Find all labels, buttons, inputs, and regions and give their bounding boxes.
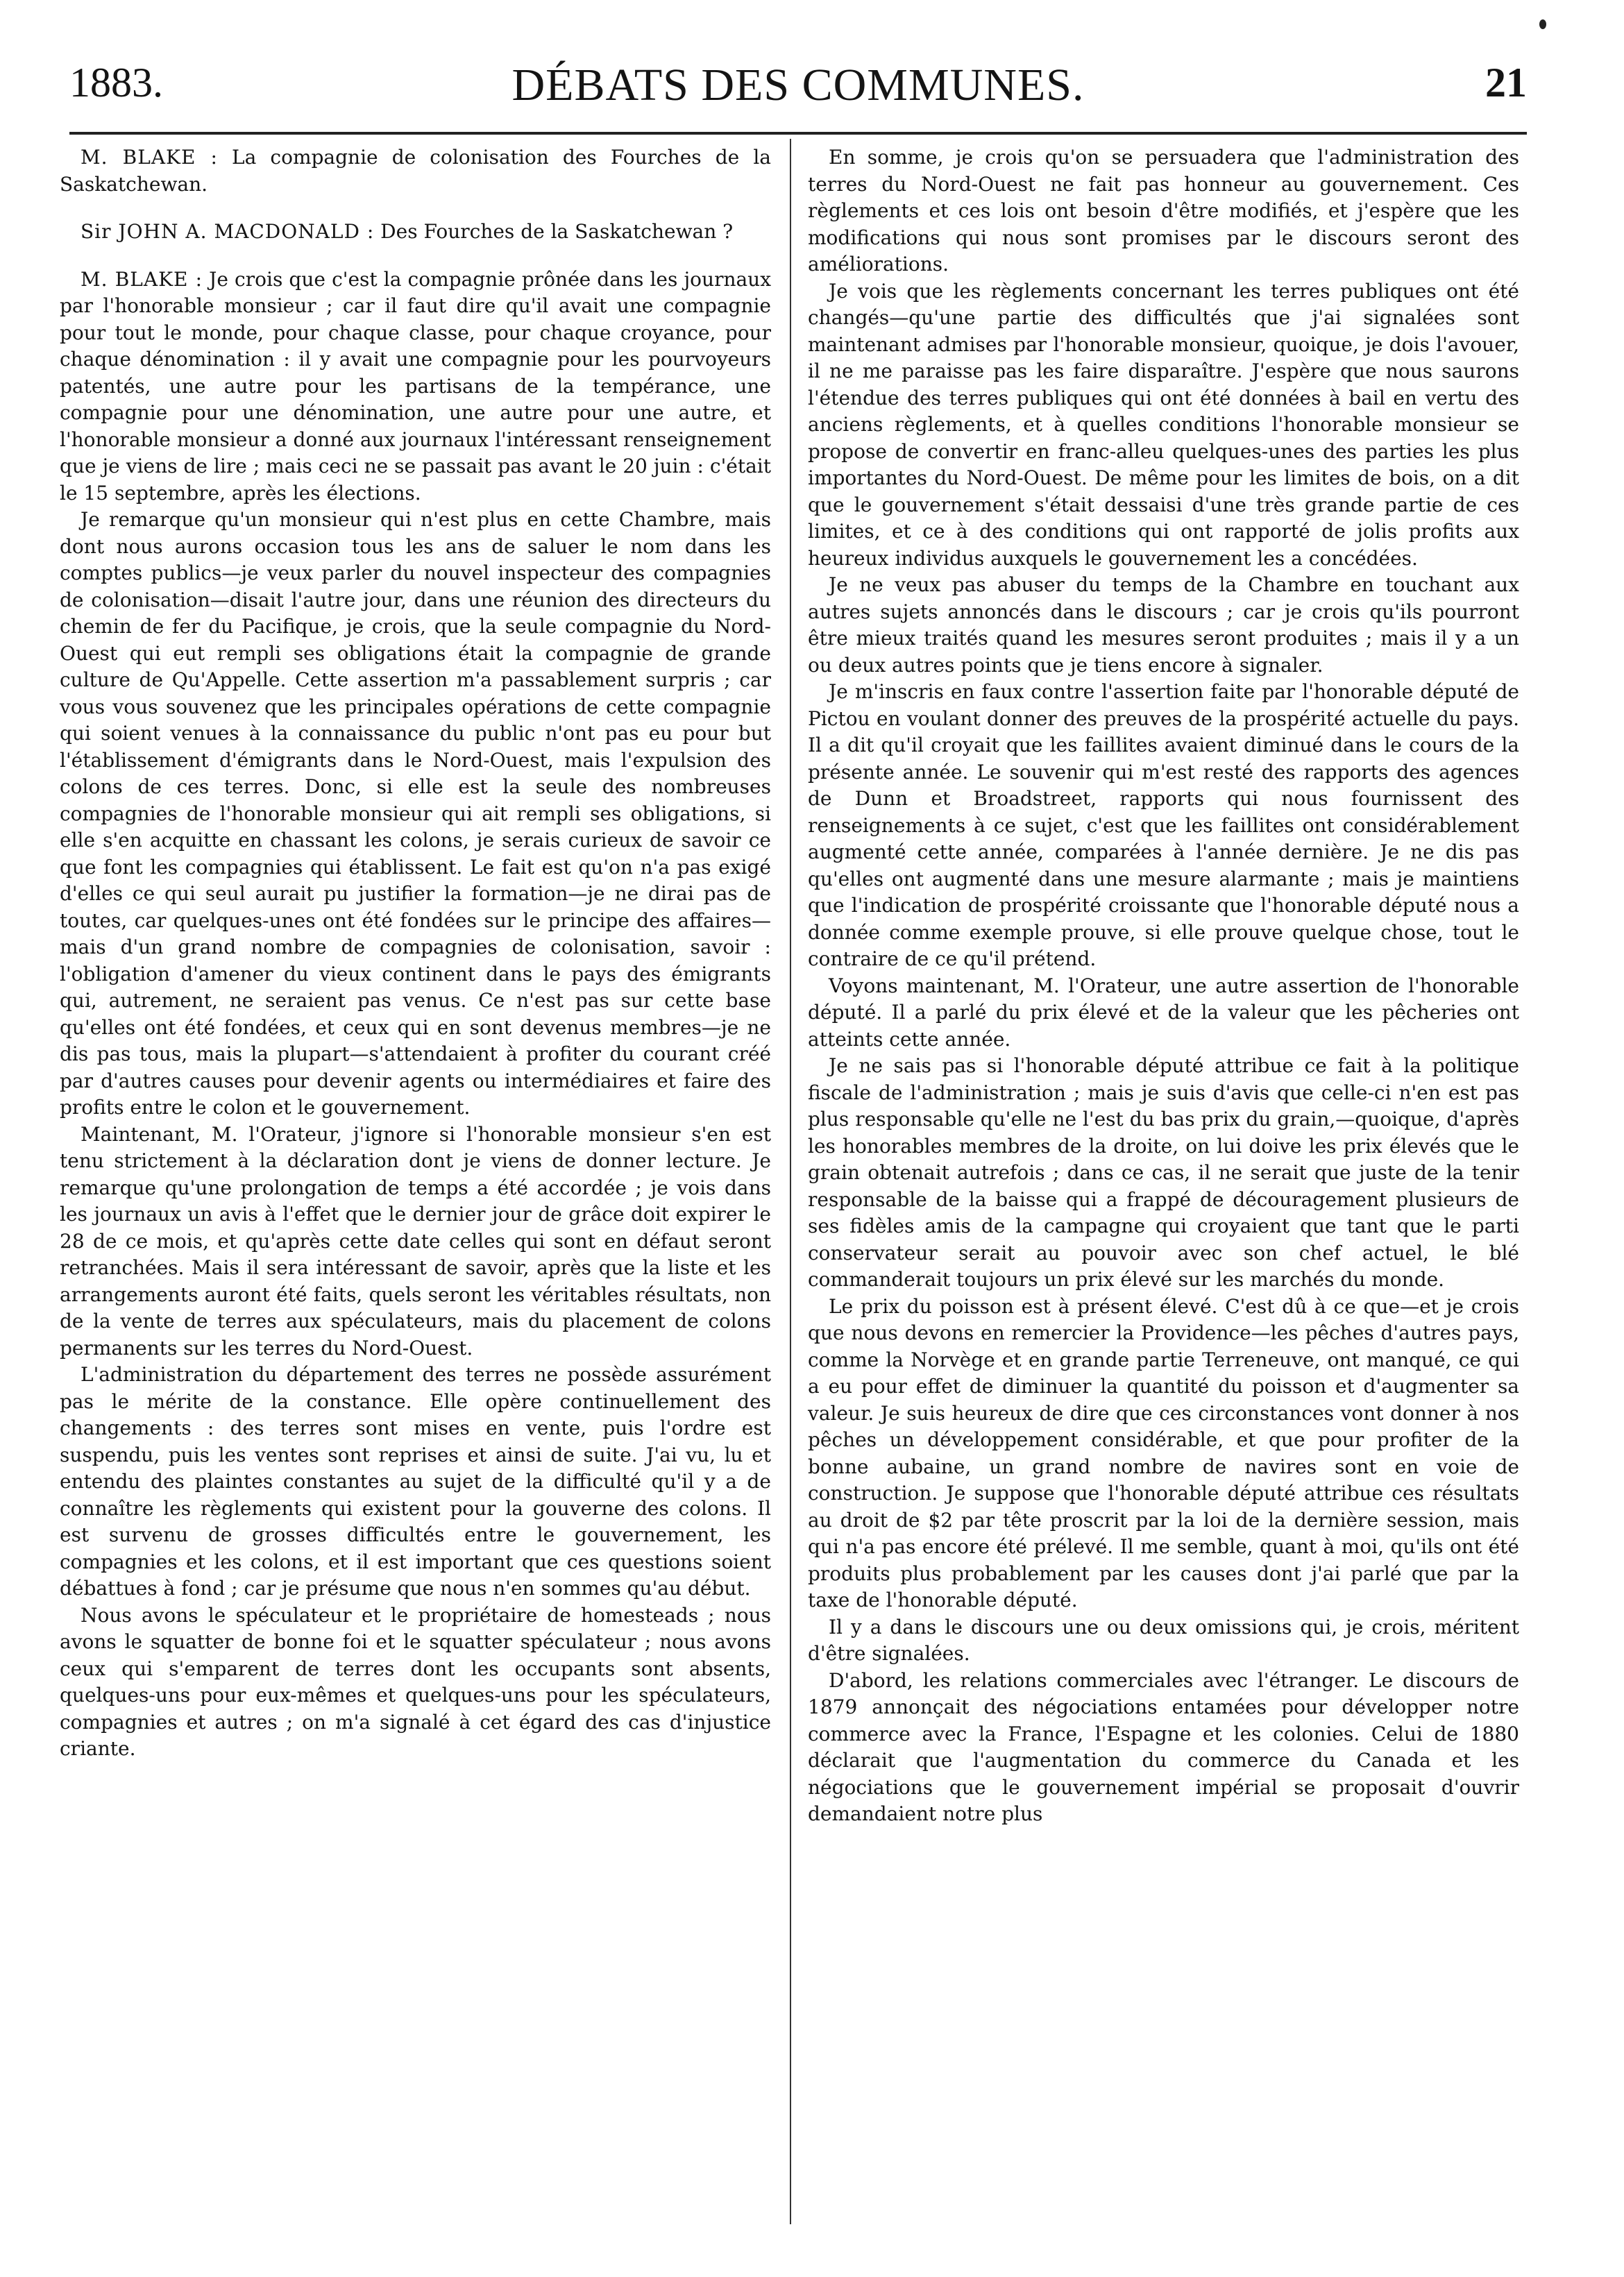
paragraph-text: La compagnie de colonisation des Fourches de la Saskatchewan. xyxy=(60,146,771,196)
header-year: 1883. xyxy=(69,60,163,105)
speaker-name: M. BLAKE : xyxy=(81,267,203,291)
paragraph xyxy=(808,1668,1519,1828)
right-column xyxy=(808,144,1519,1828)
paragraph xyxy=(808,572,1519,679)
paragraph xyxy=(60,1121,771,1362)
paragraph xyxy=(60,1362,771,1602)
paragraph-text: Voyons maintenant, M. l'Orateur, une autre assertion de l'honorable député. Il a parlé du prix élevé et de la valeur que les pêcheries ont atteints cette année. xyxy=(808,974,1519,1051)
paragraph-text: Maintenant, M. l'Orateur, j'ignore si l'honorable monsieur s'en est tenu strictement à la déclaration dont je viens de donner lecture. Je remarque qu'une prolongation de temps a été accordée ; je vois dans les journaux un avis à l'effet que le dernier jour de grâce doit expirer le 28 de ce mois, et qu'après cette date celles qui sont en défaut seront retranchées. Mais il sera intéressant de savoir, après que la liste et les arrangements auront été faits, quels seront les véritables résultats, non de la vente de terres aux spéculateurs, mais du placement de colons permanents sur les terres du Nord-Ouest. xyxy=(60,1122,771,1360)
paragraph-text: Le prix du poisson est à présent élevé. C'est dû à ce que—et je crois que nous devons en remercier la Providence—les pêches d'autres pays, comme la Norvège et en grande partie Terreneuve, ont manqué, ce qui a eu pour effet de diminuer la quantité du poisson et d'augmenter sa valeur. Je suis heureux de dire que ces circonstances vont donner à nos pêches un développement considérable, et que pour profiter de la bonne aubaine, un grand nombre de navires sont en voie de construction. Je suppose que l'honorable député attribue ces résultats au droit de $2 par tête proscrit par la loi de la dernière session, mais qui n'a pas encore été prélevé. Il me semble, quant à moi, qu'ils ont été produits plus probablement par les causes dont j'ai parlé que par la taxe de l'honorable député. xyxy=(808,1294,1519,1611)
paragraph xyxy=(808,679,1519,973)
paragraph-text: En somme, je crois qu'on se persuadera que l'administration des terres du Nord-Ouest ne fait pas honneur au gouvernement. Ces règlements et ces lois ont besoin d'être modifiés, et j'espère que les modifications qui nous sont promises par le discours seront des améliorations. xyxy=(808,146,1519,276)
paragraph-text: Je m'inscris en faux contre l'assertion faite par l'honorable député de Pictou en voulant donner des preuves de la prospérité actuelle du pays. Il a dit qu'il croyait que les faillites avaient diminué dans le cours de la présente année. Le souvenir qui m'est resté des rapports des agences de Dunn et Broadstreet, rapports qui nous fournissent des renseignements à ce sujet, c'est que les faillites ont considérablement augmenté cette année, comparées à l'année dernière. Je ne dis pas qu'elles ont augmenté dans une mesure alarmante ; mais je maintiens que l'indication de prospérité croissante que l'honorable député nous a donnée comme exemple prouve, si elle prouve quelque chose, tout le contraire de ce qu'il prétend. xyxy=(808,680,1519,970)
paragraph xyxy=(60,507,771,1121)
paragraph-text: Je ne sais pas si l'honorable député attribue ce fait à la politique fiscale de l'administration ; mais je suis d'avis que celle-ci n'en est pas plus responsable qu'elle ne l'est du bas prix du grain,—quoique, d'après les honorables membres de la droite, on lui doive les prix élevés que le grain obtenait autrefois ; dans ce cas, il ne serait que juste de la tenir responsable de la baisse qui a frappé de découragement plusieurs de ses fidèles amis de la campagne qui croyaient que tant que le parti conservateur serait au pouvoir avec son chef actuel, le blé commanderait toujours un prix élevé sur les marchés du monde. xyxy=(808,1054,1519,1291)
paragraph xyxy=(808,278,1519,573)
paragraph-text: D'abord, les relations commerciales avec l'étranger. Le discours de 1879 annonçait des négociations entamées pour développer notre commerce avec la France, l'Espagne et les colonies. Celui de 1880 déclarait que l'augmentation du commerce du Canada et les négociations que le gouvernement impérial se proposait d'ouvrir demandaient notre plus xyxy=(808,1668,1519,1825)
paragraph-text: Je remarque qu'un monsieur qui n'est plus en cette Chambre, mais dont nous aurons occasion tous les ans de saluer le nom dans les comptes publics—je veux parler du nouvel inspecteur des compagnies de colonisation—disait l'autre jour, dans une réunion des directeurs du chemin de fer du Pacifique, je crois, que la seule compagnie du Nord-Ouest qui eut rempli ses obligations était la compagnie de grande culture de Qu'Appelle. Cette assertion m'a passablement surpris ; car vous vous souvenez que les principales opérations de cette compagnie qui soient venues à la connaissance du public n'ont pas eu pour but l'établissement d'émigrants dans le Nord-Ouest, mais l'expulsion des colons de ces terres. Donc, si elle est la seule des nombreuses compagnies de l'honorable monsieur qui ait rempli ses obligations, si elle s'en acquitte en chassant les colons, je serais curieux de savoir ce que font les compagnies qui établissent. Le fait est qu'on n'a pas exigé d'elles ce qui seul aurait pu justifier la formation—je ne dirai pas de toutes, car quelques-unes ont été fondées sur le principe des affaires—mais d'un grand nombre de compagnies de colonisation, savoir : l'obligation d'amener du vieux continent dans le pays des émigrants qui, autrement, ne seraient pas venus. Ce n'est pas sur cette base qu'elles ont été fondées, et ceux qui en sont devenus membres—je ne dis pas tous, mais la plupart—s'attendaient à profiter du courant créé par d'autres causes pour devenir agents ou intermédiaires et faire des profits entre le colon et le gouvernement. xyxy=(60,508,771,1119)
paragraph xyxy=(60,266,771,507)
paragraph xyxy=(60,144,771,198)
paragraph xyxy=(60,1602,771,1763)
ink-speck xyxy=(1539,19,1546,29)
column-divider xyxy=(790,139,791,2224)
paragraph-text: Je crois que c'est la compagnie prônée dans les journaux par l'honorable monsieur ; car il faut dire qu'il avait une compagnie pour tout le monde, pour chaque classe, pour chaque croyance, pour chaque dénomination : il y avait une compagnie pour les pourvoyeurs patentés, une autre pour les partisans de la tempérance, une compagnie pour une dénomination, une autre pour une autre, et l'honorable monsieur a donné aux journaux l'intéressant renseignement que je viens de lire ; mais ceci ne se passait pas avant le 20 juin : c'était le 15 septembre, après les élections. xyxy=(60,267,771,505)
paragraph-text: Des Fourches de la Saskatchewan ? xyxy=(380,220,734,243)
paragraph xyxy=(808,973,1519,1053)
header-title: DÉBATS DES COMMUNES. xyxy=(511,60,1085,110)
paragraph-text: L'administration du département des terres ne possède assurément pas le mérite de la constance. Elle opère continuellement des changements : des terres sont mises en vente, puis l'ordre est suspendu, puis les ventes sont reprises et ainsi de suite. J'ai vu, lu et entendu des plaintes constantes au sujet de la difficulté qu'il y a de connaître les règlements qui existent pour la gouverne des colons. Il est survenu de grosses difficultés entre le gouvernement, les compagnies et les colons, et il est important que ces questions soient débattues à fond ; car je présume que nous n'en sommes qu'au début. xyxy=(60,1363,771,1600)
paragraph-text: Je vois que les règlements concernant les terres publiques ont été changés—qu'une partie des difficultés que j'ai signalées sont maintenant admises par l'honorable monsieur, quoique, je dois l'avouer, il ne me paraisse pas les faire disparaître. J'espère que nous saurons l'étendue des terres publiques qui ont été données à bail en vertu des anciens règlements, et à quelles conditions l'honorable monsieur se propose de convertir en franc-alleu quelques-unes des parties les plus importantes du Nord-Ouest. De même pour les limites de bois, on a dit que le gouvernement s'était dessaisi d'une très grande partie de ces limites, et ce à des conditions qui ont rapporté de jolis profits aux heureux individus auxquels le gouvernement les a concédées. xyxy=(808,279,1519,570)
left-column xyxy=(60,144,771,1763)
page-number: 21 xyxy=(1485,60,1527,105)
paragraph-text: Il y a dans le discours une ou deux omissions qui, je crois, méritent d'être signalées. xyxy=(808,1615,1519,1665)
header-rule xyxy=(69,132,1527,135)
speaker-name: M. BLAKE : xyxy=(81,146,218,169)
speaker-name: Sir JOHN A. MACDONALD : xyxy=(81,220,375,243)
paragraph xyxy=(808,144,1519,278)
paragraph xyxy=(60,219,771,246)
page-header xyxy=(69,59,1527,128)
paragraph xyxy=(808,1053,1519,1294)
paragraph-text: Nous avons le spéculateur et le propriétaire de homesteads ; nous avons le squatter de bonne foi et le squatter spéculateur ; nous avons ceux qui s'emparent de terres dont les occupants sont absents, quelques-uns pour eux-mêmes et quelques-uns pour les spéculateurs, compagnies et autres ; on m'a signalé à cet égard des cas d'injustice criante. xyxy=(60,1603,771,1760)
paragraph-text: Je ne veux pas abuser du temps de la Chambre en touchant aux autres sujets annoncés dans le discours ; car je crois qu'ils pourront être mieux traités quand les mesures seront produites ; mais il y a un ou deux autres points que je tiens encore à signaler. xyxy=(808,573,1519,677)
paragraph xyxy=(808,1294,1519,1614)
paragraph xyxy=(808,1614,1519,1668)
